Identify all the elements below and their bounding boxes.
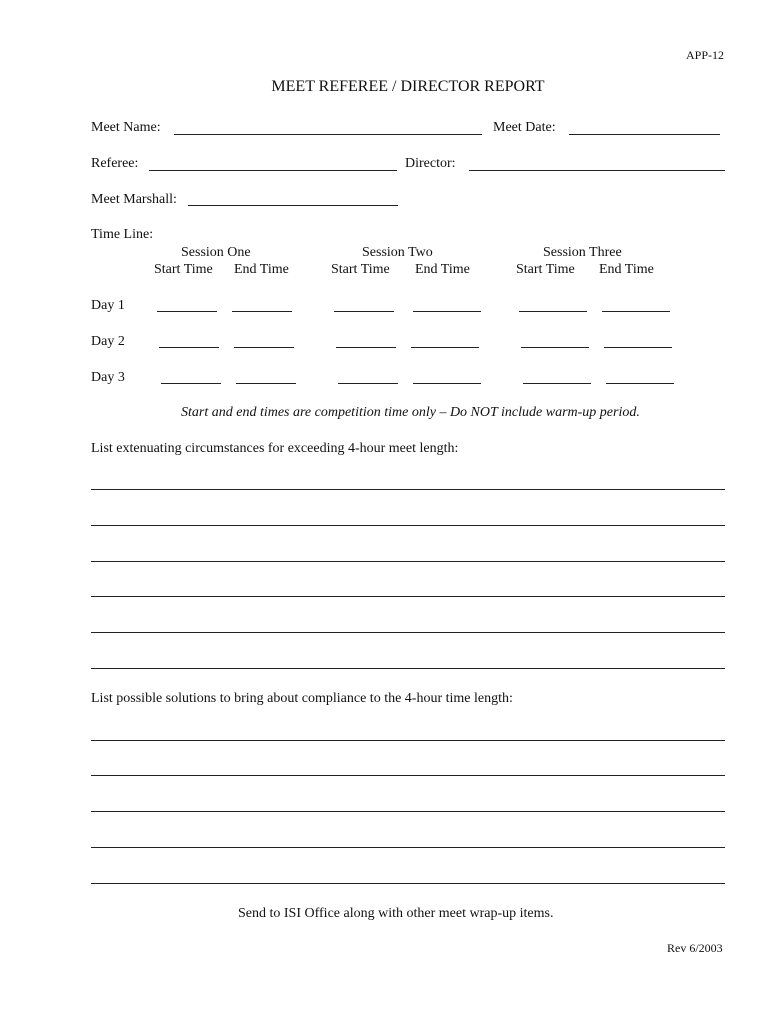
day-3-session-two-start-field[interactable] [338,383,398,384]
day-1-session-three-start-field[interactable] [519,311,587,312]
footer-instruction: Send to ISI Office along with other meet wrap-up items. [238,906,554,921]
session-three-end-header: End Time [599,262,654,277]
day-1-session-two-end-field[interactable] [413,311,481,312]
extenuating-line[interactable] [91,525,725,526]
document-code: APP-12 [686,48,725,62]
director-label: Director: [405,156,456,171]
session-one-end-header: End Time [234,262,289,277]
solutions-prompt: List possible solutions to bring about compliance to the 4-hour time length: [91,691,513,706]
session-one-start-header: Start Time [154,262,213,277]
referee-field[interactable] [149,170,397,171]
day-2-session-two-start-field[interactable] [336,347,396,348]
meet-marshall-label: Meet Marshall: [91,192,177,207]
timeline-note: Start and end times are competition time only – Do NOT include warm-up period. [181,405,640,420]
session-two-header: Session Two [362,245,433,260]
solutions-line[interactable] [91,883,725,884]
director-field[interactable] [469,170,725,171]
day-2-session-two-end-field[interactable] [411,347,479,348]
day-1-session-three-end-field[interactable] [602,311,670,312]
day-3-session-three-start-field[interactable] [523,383,591,384]
session-one-header: Session One [181,245,251,260]
extenuating-line[interactable] [91,596,725,597]
day-3-session-one-start-field[interactable] [161,383,221,384]
day-1-label: Day 1 [91,298,125,313]
day-1-session-two-start-field[interactable] [334,311,394,312]
meet-name-label: Meet Name: [91,120,161,135]
page-title: MEET REFEREE / DIRECTOR REPORT [271,78,545,95]
day-2-session-one-end-field[interactable] [234,347,294,348]
day-2-session-three-start-field[interactable] [521,347,589,348]
solutions-line[interactable] [91,775,725,776]
revision-label: Rev 6/2003 [667,941,723,955]
day-3-session-three-end-field[interactable] [606,383,674,384]
extenuating-line[interactable] [91,561,725,562]
session-three-header: Session Three [543,245,622,260]
extenuating-line[interactable] [91,668,725,669]
solutions-line[interactable] [91,740,725,741]
time-line-label: Time Line: [91,227,154,242]
meet-name-field[interactable] [174,134,482,135]
extenuating-line[interactable] [91,632,725,633]
extenuating-line[interactable] [91,489,725,490]
day-2-session-three-end-field[interactable] [604,347,672,348]
day-2-label: Day 2 [91,334,125,349]
meet-date-field[interactable] [569,134,720,135]
session-three-start-header: Start Time [516,262,575,277]
meet-marshall-field[interactable] [188,205,398,206]
solutions-line[interactable] [91,847,725,848]
day-3-session-two-end-field[interactable] [413,383,481,384]
meet-date-label: Meet Date: [493,120,556,135]
solutions-line[interactable] [91,811,725,812]
day-3-session-one-end-field[interactable] [236,383,296,384]
session-two-start-header: Start Time [331,262,390,277]
extenuating-prompt: List extenuating circumstances for exceeding 4-hour meet length: [91,441,459,456]
day-2-session-one-start-field[interactable] [159,347,219,348]
session-two-end-header: End Time [415,262,470,277]
day-1-session-one-end-field[interactable] [232,311,292,312]
referee-label: Referee: [91,156,139,171]
day-1-session-one-start-field[interactable] [157,311,217,312]
day-3-label: Day 3 [91,370,125,385]
